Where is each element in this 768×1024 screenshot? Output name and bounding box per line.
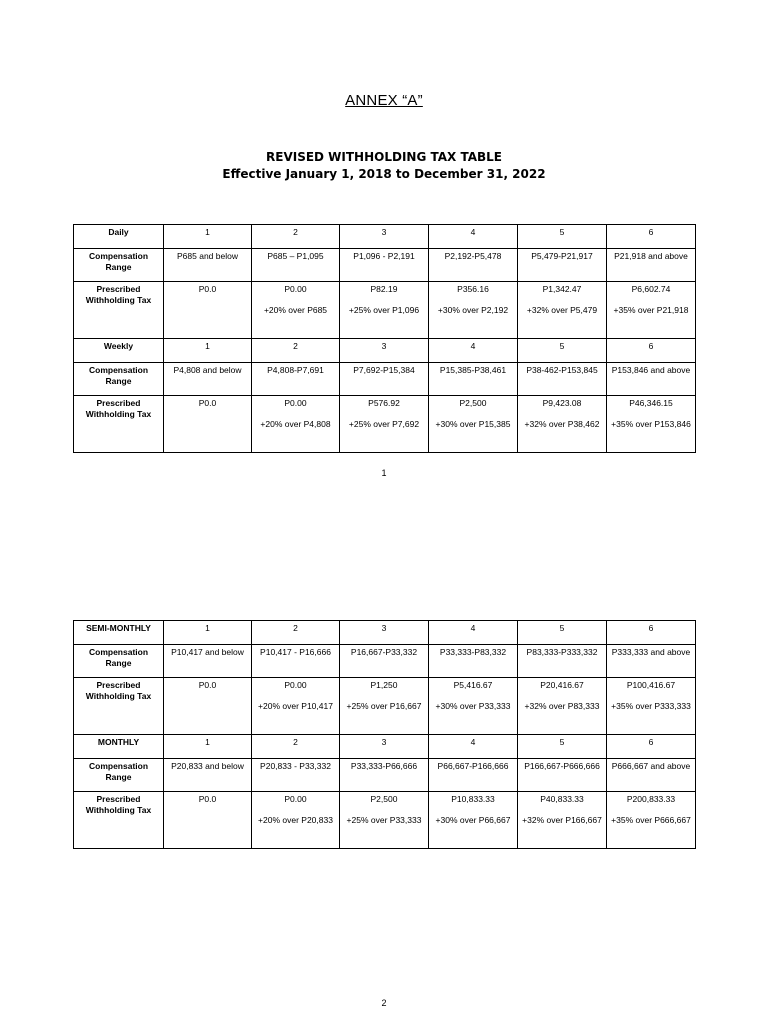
base-tax: P46,346.15 bbox=[629, 398, 673, 408]
prescribed-tax-cell bbox=[252, 396, 340, 453]
base-tax: P200,833.33 bbox=[626, 794, 676, 804]
base-tax: P2,500 bbox=[370, 794, 398, 804]
bracket-number: 1 bbox=[164, 225, 252, 249]
bracket-number: 1 bbox=[164, 339, 252, 363]
excess-rate: +32% over P5,479 bbox=[526, 305, 598, 315]
prescribed-tax-cell bbox=[429, 396, 518, 453]
prescribed-tax-cell bbox=[340, 792, 429, 849]
prescribed-tax-cell bbox=[607, 282, 696, 339]
prescribed-tax-row bbox=[74, 282, 696, 339]
bracket-number: 4 bbox=[429, 735, 518, 759]
excess-rate: +35% over P333,333 bbox=[611, 701, 691, 711]
compensation-range-cell: P4,808 and below bbox=[164, 363, 252, 396]
period-label: SEMI-MONTHLY bbox=[74, 621, 164, 645]
compensation-range-cell: P20,833 and below bbox=[164, 759, 252, 792]
spacer bbox=[432, 805, 514, 815]
bracket-number: 2 bbox=[252, 339, 340, 363]
spacer bbox=[610, 691, 692, 701]
spacer bbox=[343, 805, 425, 815]
excess-rate: +35% over P666,667 bbox=[611, 815, 691, 825]
compensation-range-label: Compensation Range bbox=[74, 249, 164, 282]
base-tax: P576.92 bbox=[368, 398, 400, 408]
compensation-range-cell: P685 – P1,095 bbox=[252, 249, 340, 282]
spacer bbox=[432, 691, 514, 701]
spacer bbox=[255, 295, 336, 305]
base-tax: P0.00 bbox=[284, 284, 307, 294]
prescribed-tax-cell bbox=[340, 282, 429, 339]
compensation-range-cell: P4,808-P7,691 bbox=[252, 363, 340, 396]
effectivity-subheading: Effective January 1, 2018 to December 31, 2022 bbox=[222, 167, 546, 181]
spacer bbox=[343, 295, 425, 305]
bracket-number: 1 bbox=[164, 735, 252, 759]
compensation-range-cell: P21,918 and above bbox=[607, 249, 696, 282]
compensation-range-cell: P7,692-P15,384 bbox=[340, 363, 429, 396]
excess-rate: +25% over P7,692 bbox=[348, 419, 420, 429]
compensation-range-cell: P33,333-P83,332 bbox=[429, 645, 518, 678]
excess-rate: +30% over P2,192 bbox=[437, 305, 509, 315]
period-header-row bbox=[74, 621, 696, 645]
prescribed-tax-label: Prescribed Withholding Tax bbox=[74, 678, 164, 735]
spacer bbox=[521, 409, 603, 419]
excess-rate: +20% over P685 bbox=[263, 305, 328, 315]
excess-rate: +30% over P15,385 bbox=[435, 419, 511, 429]
prescribed-tax-cell bbox=[429, 678, 518, 735]
prescribed-tax-cell bbox=[607, 678, 696, 735]
spacer bbox=[610, 805, 692, 815]
base-tax: P0.0 bbox=[198, 794, 217, 804]
compensation-range-row bbox=[74, 249, 696, 282]
prescribed-tax-cell bbox=[164, 792, 252, 849]
prescribed-tax-cell bbox=[164, 678, 252, 735]
base-tax: P10,833.33 bbox=[451, 794, 495, 804]
spacer bbox=[343, 409, 425, 419]
compensation-range-cell: P5,479-P21,917 bbox=[518, 249, 607, 282]
prescribed-tax-row bbox=[74, 678, 696, 735]
spacer bbox=[255, 409, 336, 419]
prescribed-tax-cell bbox=[164, 282, 252, 339]
bracket-number: 2 bbox=[252, 225, 340, 249]
base-tax: P1,250 bbox=[370, 680, 398, 690]
prescribed-tax-cell bbox=[607, 396, 696, 453]
compensation-range-cell: P166,667-P666,666 bbox=[518, 759, 607, 792]
annex-title: ANNEX “A” bbox=[345, 92, 423, 109]
excess-rate: +35% over P153,846 bbox=[611, 419, 691, 429]
spacer bbox=[521, 691, 603, 701]
page-number: 1 bbox=[381, 468, 387, 478]
bracket-number: 6 bbox=[607, 621, 696, 645]
prescribed-tax-row bbox=[74, 792, 696, 849]
compensation-range-cell: P38-462-P153,845 bbox=[518, 363, 607, 396]
bracket-number: 3 bbox=[340, 735, 429, 759]
base-tax: P0.00 bbox=[284, 398, 307, 408]
base-tax: P20,416.67 bbox=[540, 680, 584, 690]
base-tax: P0.00 bbox=[284, 794, 307, 804]
prescribed-tax-cell bbox=[340, 678, 429, 735]
bracket-number: 6 bbox=[607, 735, 696, 759]
bracket-number: 4 bbox=[429, 339, 518, 363]
base-tax: P40,833.33 bbox=[540, 794, 584, 804]
period-header-row bbox=[74, 339, 696, 363]
compensation-range-cell: P666,667 and above bbox=[607, 759, 696, 792]
bracket-number: 2 bbox=[252, 735, 340, 759]
base-tax: P5,416.67 bbox=[453, 680, 493, 690]
compensation-range-cell: P685 and below bbox=[164, 249, 252, 282]
compensation-range-cell: P16,667-P33,332 bbox=[340, 645, 429, 678]
bracket-number: 5 bbox=[518, 735, 607, 759]
compensation-range-row bbox=[74, 759, 696, 792]
prescribed-tax-cell bbox=[518, 792, 607, 849]
prescribed-tax-cell bbox=[607, 792, 696, 849]
prescribed-tax-row bbox=[74, 396, 696, 453]
bracket-number: 1 bbox=[164, 621, 252, 645]
base-tax: P1,342.47 bbox=[542, 284, 582, 294]
compensation-range-cell: P20,833 - P33,332 bbox=[252, 759, 340, 792]
period-header-row bbox=[74, 225, 696, 249]
base-tax: P356.16 bbox=[457, 284, 489, 294]
bracket-number: 5 bbox=[518, 225, 607, 249]
excess-rate: +30% over P66,667 bbox=[435, 815, 511, 825]
base-tax: P0.00 bbox=[284, 680, 307, 690]
compensation-range-cell: P333,333 and above bbox=[607, 645, 696, 678]
compensation-range-row bbox=[74, 645, 696, 678]
spacer bbox=[610, 295, 692, 305]
prescribed-tax-cell bbox=[340, 396, 429, 453]
base-tax: P9,423.08 bbox=[542, 398, 582, 408]
bracket-number: 6 bbox=[607, 339, 696, 363]
excess-rate: +32% over P166,667 bbox=[522, 815, 602, 825]
spacer bbox=[610, 409, 692, 419]
bracket-number: 6 bbox=[607, 225, 696, 249]
bracket-number: 3 bbox=[340, 621, 429, 645]
bracket-number: 3 bbox=[340, 339, 429, 363]
prescribed-tax-cell bbox=[518, 282, 607, 339]
bracket-number: 4 bbox=[429, 225, 518, 249]
compensation-range-cell: P33,333-P66,666 bbox=[340, 759, 429, 792]
base-tax: P0.0 bbox=[198, 398, 217, 408]
compensation-range-cell: P153,846 and above bbox=[607, 363, 696, 396]
compensation-range-cell: P10,417 - P16,666 bbox=[252, 645, 340, 678]
table-heading: REVISED WITHHOLDING TAX TABLE bbox=[266, 150, 502, 164]
spacer bbox=[432, 409, 514, 419]
excess-rate: +35% over P21,918 bbox=[613, 305, 689, 315]
excess-rate: +32% over P83,333 bbox=[524, 701, 600, 711]
period-label: MONTHLY bbox=[74, 735, 164, 759]
excess-rate: +20% over P20,833 bbox=[258, 815, 333, 825]
compensation-range-cell: P83,333-P333,332 bbox=[518, 645, 607, 678]
excess-rate: +30% over P33,333 bbox=[435, 701, 511, 711]
prescribed-tax-cell bbox=[252, 792, 340, 849]
base-tax: P2,500 bbox=[459, 398, 487, 408]
base-tax: P0.0 bbox=[198, 680, 217, 690]
spacer bbox=[521, 295, 603, 305]
base-tax: P82.19 bbox=[370, 284, 398, 294]
bracket-number: 5 bbox=[518, 339, 607, 363]
compensation-range-label: Compensation Range bbox=[74, 363, 164, 396]
compensation-range-label: Compensation Range bbox=[74, 759, 164, 792]
spacer bbox=[255, 805, 336, 815]
page-number: 2 bbox=[381, 998, 387, 1008]
period-header-row bbox=[74, 735, 696, 759]
compensation-range-cell: P66,667-P166,666 bbox=[429, 759, 518, 792]
excess-rate: +25% over P16,667 bbox=[346, 701, 422, 711]
spacer bbox=[255, 691, 336, 701]
prescribed-tax-cell bbox=[252, 678, 340, 735]
compensation-range-cell: P1,096 - P2,191 bbox=[340, 249, 429, 282]
period-label: Weekly bbox=[74, 339, 164, 363]
bracket-number: 5 bbox=[518, 621, 607, 645]
compensation-range-cell: P10,417 and below bbox=[164, 645, 252, 678]
spacer bbox=[432, 295, 514, 305]
bracket-number: 2 bbox=[252, 621, 340, 645]
excess-rate: +20% over P10,417 bbox=[258, 701, 333, 711]
prescribed-tax-cell bbox=[252, 282, 340, 339]
period-label: Daily bbox=[74, 225, 164, 249]
prescribed-tax-cell bbox=[518, 678, 607, 735]
compensation-range-cell: P2,192-P5,478 bbox=[429, 249, 518, 282]
prescribed-tax-label: Prescribed Withholding Tax bbox=[74, 396, 164, 453]
prescribed-tax-label: Prescribed Withholding Tax bbox=[74, 792, 164, 849]
bracket-number: 3 bbox=[340, 225, 429, 249]
base-tax: P100,416.67 bbox=[626, 680, 676, 690]
compensation-range-cell: P15,385-P38,461 bbox=[429, 363, 518, 396]
withholding-tax-table-semimonthly-monthly bbox=[73, 620, 696, 849]
compensation-range-row bbox=[74, 363, 696, 396]
compensation-range-label: Compensation Range bbox=[74, 645, 164, 678]
prescribed-tax-label: Prescribed Withholding Tax bbox=[74, 282, 164, 339]
prescribed-tax-cell bbox=[429, 792, 518, 849]
excess-rate: +25% over P1,096 bbox=[348, 305, 420, 315]
base-tax: P6,602.74 bbox=[631, 284, 671, 294]
base-tax: P0.0 bbox=[198, 284, 217, 294]
excess-rate: +32% over P38,462 bbox=[524, 419, 600, 429]
prescribed-tax-cell bbox=[429, 282, 518, 339]
prescribed-tax-cell bbox=[518, 396, 607, 453]
withholding-tax-table-daily-weekly bbox=[73, 224, 696, 453]
excess-rate: +25% over P33,333 bbox=[346, 815, 422, 825]
spacer bbox=[521, 805, 603, 815]
spacer bbox=[343, 691, 425, 701]
bracket-number: 4 bbox=[429, 621, 518, 645]
prescribed-tax-cell bbox=[164, 396, 252, 453]
excess-rate: +20% over P4,808 bbox=[260, 419, 331, 429]
